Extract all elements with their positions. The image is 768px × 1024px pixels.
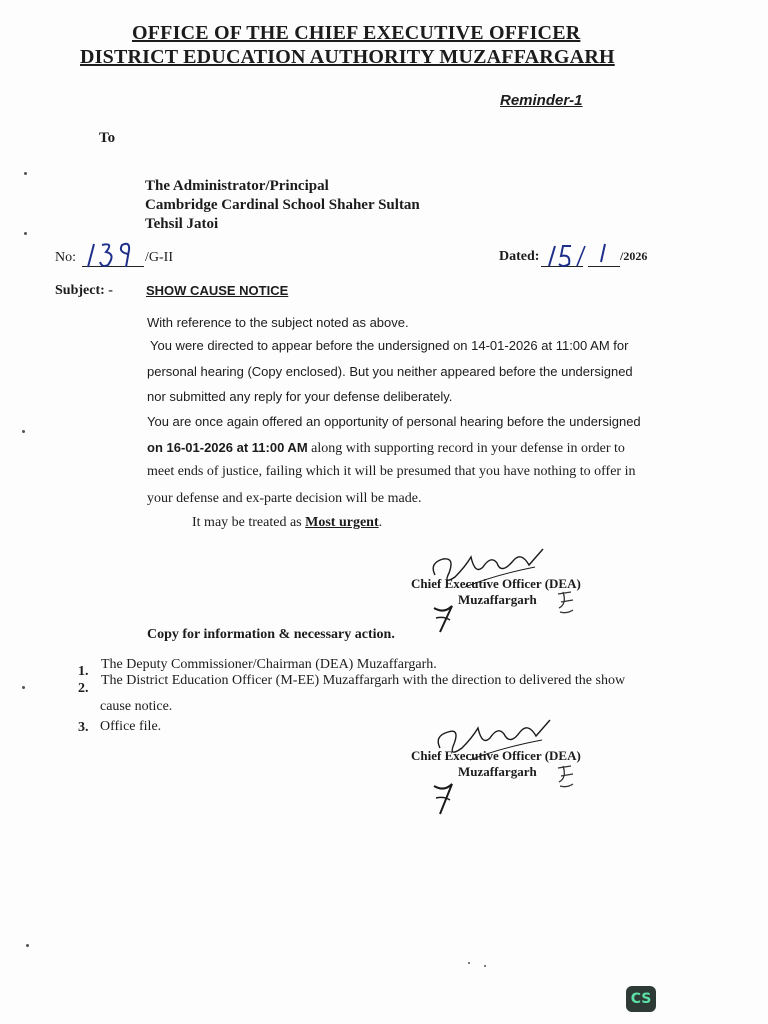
scan-speck [22, 430, 25, 433]
body-line-3: personal hearing (Copy enclosed). But you neither appeared before the undersigned [147, 364, 633, 379]
signature-2 [430, 716, 560, 766]
recipient-line-3: Tehsil Jatoi [145, 216, 219, 232]
initial-mark-2 [430, 778, 460, 818]
scan-speck [24, 172, 27, 175]
copy-item-2-text: The District Education Officer (M-EE) Muzaffargarh with the direction to delivered the show [101, 673, 626, 688]
scan-speck [24, 232, 27, 235]
ref-no-handwritten [82, 240, 144, 270]
body-line-7: meet ends of justice, failing which it will be presumed that you have nothing to offer in [147, 464, 636, 479]
copy-item-1-num: 1. [78, 664, 89, 679]
subject-value: SHOW CAUSE NOTICE [146, 283, 289, 298]
signatory-title-1: Chief Executive Officer (DEA) [411, 576, 581, 591]
urgent-suffix: . [378, 515, 383, 530]
scan-speck [22, 686, 25, 689]
ref-no-label: No: [55, 250, 76, 265]
copy-item-3-num: 3. [78, 720, 89, 735]
camscanner-badge: CS [626, 986, 656, 1012]
scan-speck [484, 965, 486, 967]
body-line-5: You are once again offered an opportunity of personal hearing before the undersigned [147, 414, 641, 429]
initial-mark-1 [430, 600, 460, 635]
dated-year: /2026 [620, 249, 648, 263]
body-line-2: You were directed to appear before the undersigned on 14-01-2026 at 11:00 AM for [150, 338, 629, 353]
copy-item-2-num: 2. [78, 681, 89, 696]
reminder-label: Reminder-1 [500, 92, 583, 109]
body-line-4: nor submitted any reply for your defense deliberately. [147, 389, 453, 404]
to-label: To [99, 130, 116, 146]
signatory-title-2: Chief Executive Officer (DEA) [411, 748, 581, 763]
subject-label: Subject: - [55, 283, 113, 298]
urgent-prefix: It may be treated as [192, 515, 306, 530]
body-line-6 [147, 440, 625, 457]
dated-label: Dated: [499, 249, 540, 264]
date-handwritten [541, 240, 631, 270]
body-line-8: your defense and ex-parte decision will be made. [147, 491, 422, 506]
body-line-1: With reference to the subject noted as above. [147, 315, 409, 330]
authority-title: DISTRICT EDUCATION AUTHORITY MUZAFFARGARH [80, 46, 615, 68]
signature-1 [425, 545, 555, 595]
urgent-line [192, 515, 382, 531]
hearing-date-emphasis: on 16-01-2026 at 11:00 AM [147, 440, 308, 455]
copy-heading: Copy for information & necessary action. [147, 627, 395, 642]
copy-item-3-text: Office file. [100, 719, 162, 734]
stamp-mark-2 [555, 762, 577, 792]
stamp-mark-1 [555, 588, 577, 618]
signatory-place-2: Muzaffargarh [458, 764, 537, 779]
signatory-place-1: Muzaffargarh [458, 592, 537, 607]
recipient-line-1: The Administrator/Principal [145, 178, 329, 194]
urgent-emphasis: Most urgent [305, 515, 379, 530]
scan-speck [468, 962, 470, 964]
copy-item-2-text-cont: cause notice. [100, 699, 173, 714]
ref-no-suffix: /G-II [145, 250, 173, 265]
office-title: OFFICE OF THE CHIEF EXECUTIVE OFFICER [132, 22, 581, 44]
copy-item-1-text: The Deputy Commissioner/Chairman (DEA) Muzaffargarh. [101, 657, 437, 672]
scan-speck [26, 944, 29, 947]
body-line-6-rest: along with supporting record in your defense in order to [307, 441, 625, 456]
recipient-line-2: Cambridge Cardinal School Shaher Sultan [145, 197, 420, 213]
